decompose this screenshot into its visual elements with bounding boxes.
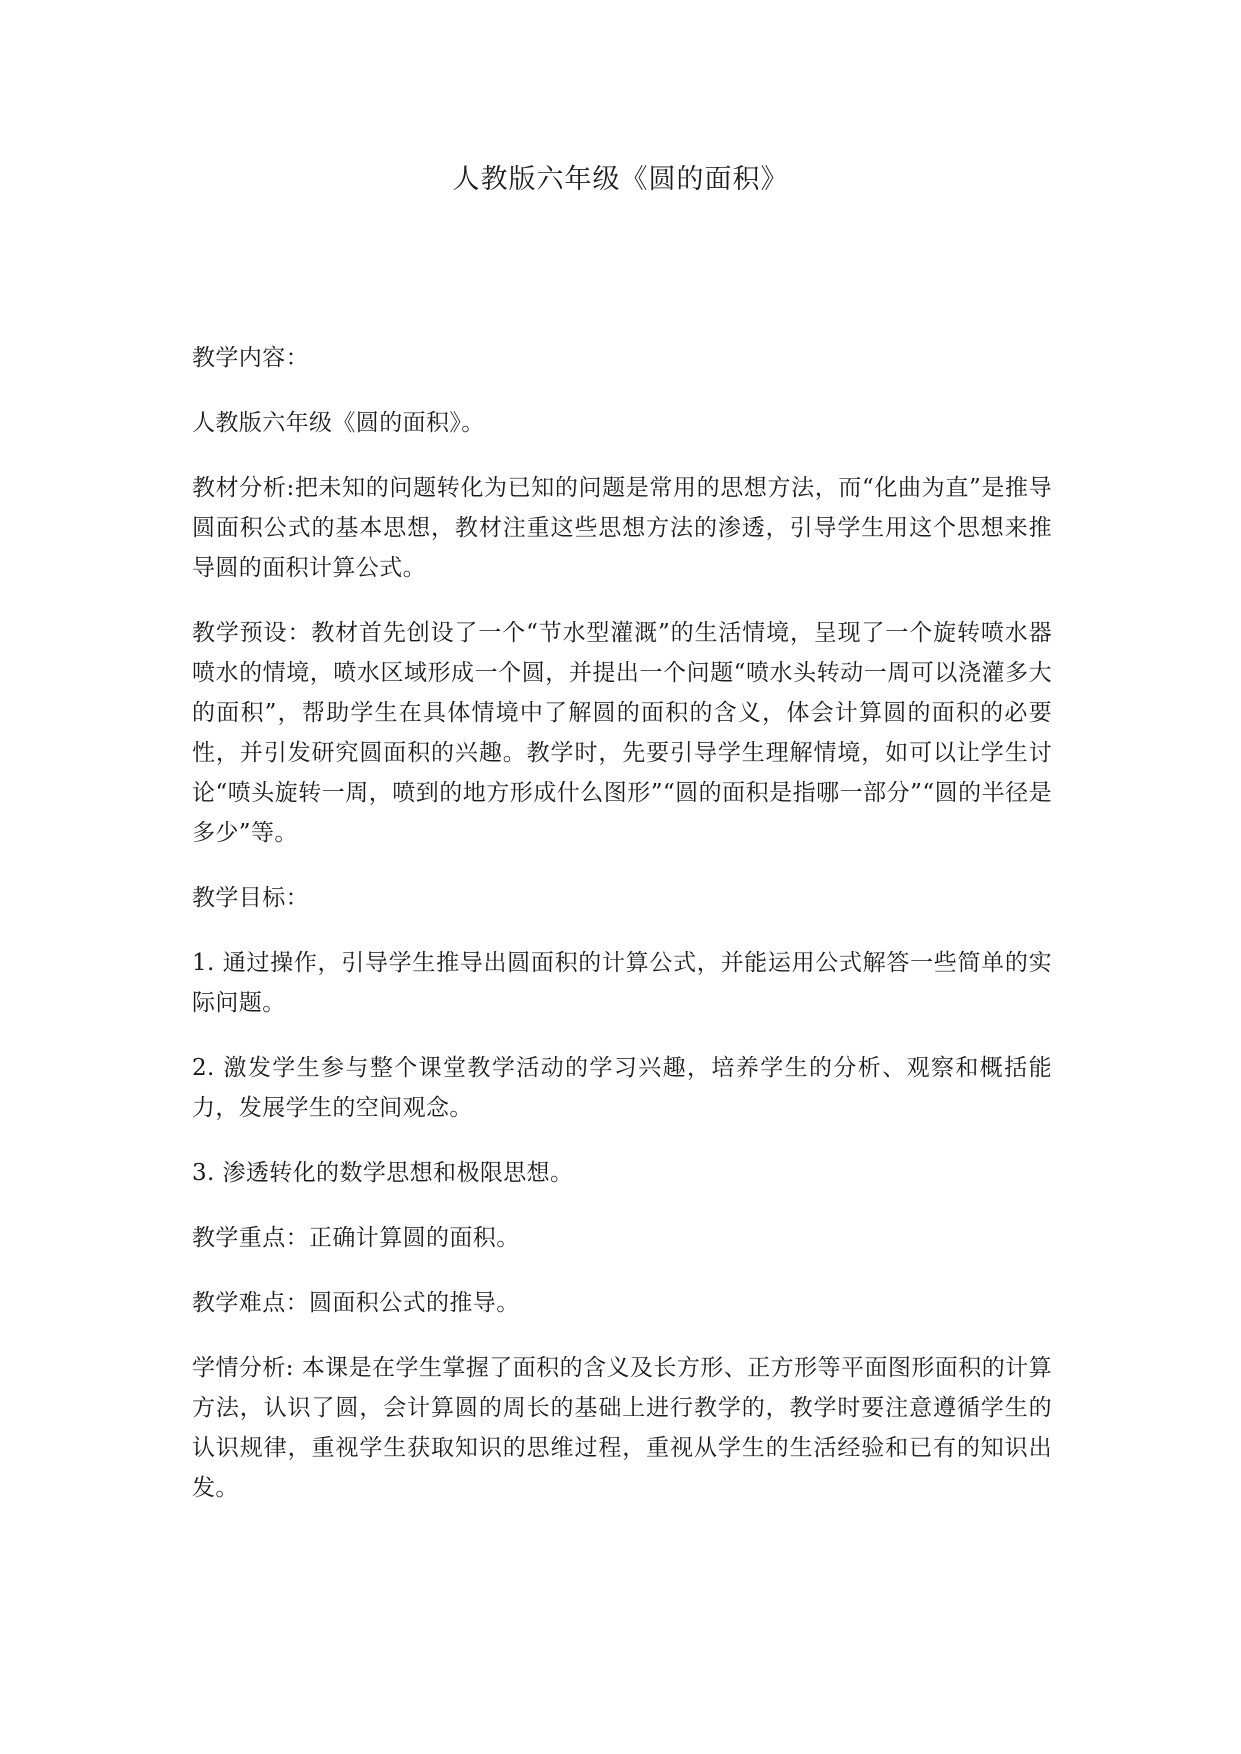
paragraph-teaching-content: 人教版六年级《圆的面积》。 bbox=[192, 410, 485, 436]
document-body bbox=[192, 338, 1052, 1533]
paragraph-goal-3: 3. 渗透转化的数学思想和极限思想。 bbox=[192, 1160, 574, 1186]
paragraph-teaching-goals-heading: 教学目标： bbox=[192, 885, 309, 911]
paragraph-key-point: 教学重点：正确计算圆的面积。 bbox=[192, 1225, 520, 1251]
paragraph-goal-1: 1. 通过操作，引导学生推导出圆面积的计算公式，并能运用公式解答一些简单的实际问题。 bbox=[192, 950, 1052, 1016]
paragraph-difficult-point: 教学难点：圆面积公式的推导。 bbox=[192, 1290, 520, 1316]
paragraph-teaching-content-heading: 教学内容： bbox=[192, 345, 309, 371]
paragraph-student-analysis: 学情分析: 本课是在学生掌握了面积的含义及长方形、正方形等平面图形面积的计算方法，认识了圆，会计算圆的周长的基础上进行教学的，教学时要注意遵循学生的认识规律，重视学生获取知识的思维过程，重视从学生的生活经验和已有的知识出发。 bbox=[192, 1355, 1052, 1501]
paragraph-goal-2: 2. 激发学生参与整个课堂教学活动的学习兴趣，培养学生的分析、观察和概括能力，发展学生的空间观念。 bbox=[192, 1055, 1052, 1121]
paragraph-teaching-preset: 教学预设：教材首先创设了一个“节水型灌溉”的生活情境，呈现了一个旋转喷水器喷水的情境，喷水区域形成一个圆，并提出一个问题“喷水头转动一周可以浇灌多大的面积”，帮助学生在具体情境中了解圆的面积的含义，体会计算圆的面积的必要性，并引发研究圆面积的兴趣。教学时，先要引导学生理解情境，如可以让学生讨论“喷头旋转一周，喷到的地方形成什么图形”“圆的面积是指哪一部分”“圆的半径是多少”等。 bbox=[192, 620, 1052, 846]
paragraph-textbook-analysis: 教材分析:把未知的问题转化为已知的问题是常用的思想方法，而“化曲为直”是推导圆面积公式的基本思想，教材注重这些思想方法的渗透，引导学生用这个思想来推导圆的面积计算公式。 bbox=[192, 475, 1052, 581]
document-title: 人教版六年级《圆的面积》 bbox=[452, 164, 789, 195]
